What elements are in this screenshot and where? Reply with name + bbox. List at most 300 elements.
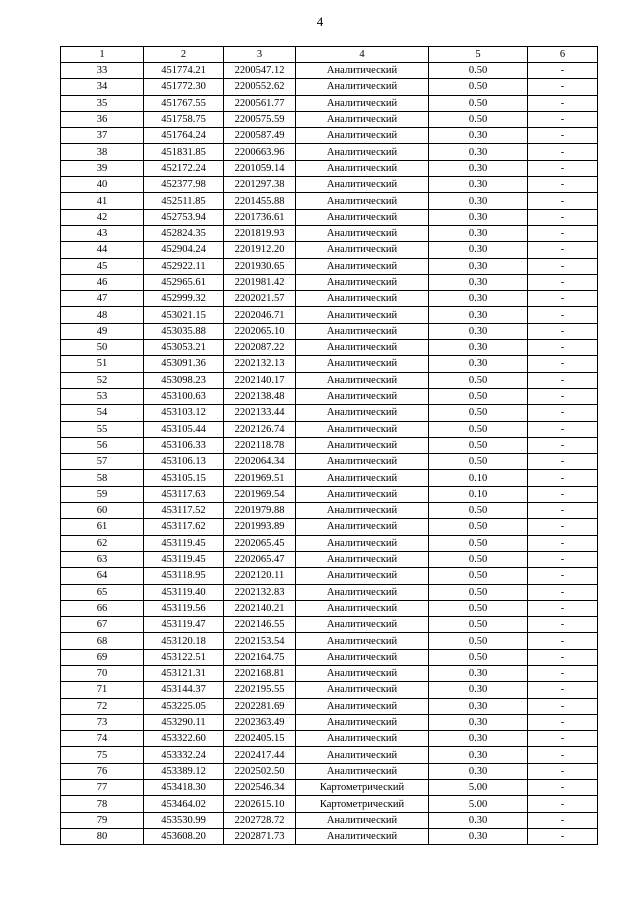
x-coordinate-cell: 453144.37	[144, 682, 224, 698]
note-cell: -	[528, 731, 598, 747]
method-cell: Аналитический	[296, 747, 429, 763]
table-row	[61, 665, 598, 681]
accuracy-cell: 0.50	[429, 568, 528, 584]
table-row	[61, 225, 598, 241]
table-row	[61, 698, 598, 714]
y-coordinate-cell: 2201979.88	[224, 503, 296, 519]
accuracy-cell: 0.50	[429, 519, 528, 535]
x-coordinate-cell: 452922.11	[144, 258, 224, 274]
note-cell: -	[528, 503, 598, 519]
point-number-cell: 51	[61, 356, 144, 372]
y-coordinate-cell: 2202502.50	[224, 763, 296, 779]
method-cell: Аналитический	[296, 356, 429, 372]
note-cell: -	[528, 812, 598, 828]
table-row	[61, 551, 598, 567]
table-row	[61, 405, 598, 421]
y-coordinate-cell: 2202615.10	[224, 796, 296, 812]
x-coordinate-cell: 453389.12	[144, 763, 224, 779]
table-row	[61, 731, 598, 747]
note-cell: -	[528, 356, 598, 372]
x-coordinate-cell: 453464.02	[144, 796, 224, 812]
x-coordinate-cell: 452999.32	[144, 291, 224, 307]
accuracy-cell: 0.50	[429, 63, 528, 79]
x-coordinate-cell: 453119.40	[144, 584, 224, 600]
y-coordinate-cell: 2202164.75	[224, 649, 296, 665]
method-cell: Аналитический	[296, 111, 429, 127]
page-number: 4	[316, 14, 324, 29]
method-cell: Картометрический	[296, 780, 429, 796]
table-row	[61, 274, 598, 290]
method-cell: Аналитический	[296, 633, 429, 649]
method-cell: Аналитический	[296, 584, 429, 600]
method-cell: Аналитический	[296, 649, 429, 665]
x-coordinate-cell: 453105.15	[144, 470, 224, 486]
header-row	[61, 47, 598, 63]
method-cell: Аналитический	[296, 274, 429, 290]
method-cell: Аналитический	[296, 193, 429, 209]
note-cell: -	[528, 535, 598, 551]
y-coordinate-cell: 2202132.83	[224, 584, 296, 600]
point-number-cell: 56	[61, 437, 144, 453]
accuracy-cell: 0.30	[429, 128, 528, 144]
accuracy-cell: 0.50	[429, 584, 528, 600]
method-cell: Аналитический	[296, 714, 429, 730]
table-row	[61, 437, 598, 453]
x-coordinate-cell: 453106.13	[144, 454, 224, 470]
table-row	[61, 340, 598, 356]
note-cell: -	[528, 796, 598, 812]
accuracy-cell: 0.30	[429, 812, 528, 828]
method-cell: Аналитический	[296, 437, 429, 453]
point-number-cell: 40	[61, 177, 144, 193]
method-cell: Аналитический	[296, 551, 429, 567]
point-number-cell: 36	[61, 111, 144, 127]
y-coordinate-cell: 2201297.38	[224, 177, 296, 193]
y-coordinate-cell: 2202065.45	[224, 535, 296, 551]
method-cell: Аналитический	[296, 454, 429, 470]
method-cell: Аналитический	[296, 388, 429, 404]
table-row	[61, 682, 598, 698]
method-cell: Аналитический	[296, 63, 429, 79]
y-coordinate-cell: 2202363.49	[224, 714, 296, 730]
coordinates-table	[60, 46, 598, 845]
y-coordinate-cell: 2200663.96	[224, 144, 296, 160]
accuracy-cell: 0.50	[429, 437, 528, 453]
note-cell: -	[528, 95, 598, 111]
x-coordinate-cell: 453121.31	[144, 665, 224, 681]
y-coordinate-cell: 2201981.42	[224, 274, 296, 290]
table-body	[61, 63, 598, 845]
method-cell: Аналитический	[296, 665, 429, 681]
method-cell: Аналитический	[296, 470, 429, 486]
x-coordinate-cell: 452511.85	[144, 193, 224, 209]
accuracy-cell: 0.30	[429, 144, 528, 160]
note-cell: -	[528, 307, 598, 323]
table-row	[61, 356, 598, 372]
y-coordinate-cell: 2201819.93	[224, 225, 296, 241]
x-coordinate-cell: 453117.62	[144, 519, 224, 535]
table-row	[61, 600, 598, 616]
method-cell: Аналитический	[296, 682, 429, 698]
column-header-1: 1	[61, 47, 144, 63]
method-cell: Аналитический	[296, 519, 429, 535]
table-header	[61, 47, 598, 63]
point-number-cell: 57	[61, 454, 144, 470]
y-coordinate-cell: 2202546.34	[224, 780, 296, 796]
y-coordinate-cell: 2202417.44	[224, 747, 296, 763]
table-row	[61, 535, 598, 551]
y-coordinate-cell: 2201736.61	[224, 209, 296, 225]
note-cell: -	[528, 519, 598, 535]
table-row	[61, 177, 598, 193]
table-row	[61, 291, 598, 307]
point-number-cell: 46	[61, 274, 144, 290]
accuracy-cell: 0.30	[429, 242, 528, 258]
note-cell: -	[528, 372, 598, 388]
table-row	[61, 454, 598, 470]
point-number-cell: 35	[61, 95, 144, 111]
point-number-cell: 75	[61, 747, 144, 763]
accuracy-cell: 0.30	[429, 160, 528, 176]
point-number-cell: 55	[61, 421, 144, 437]
point-number-cell: 76	[61, 763, 144, 779]
note-cell: -	[528, 454, 598, 470]
point-number-cell: 37	[61, 128, 144, 144]
column-header-6: 6	[528, 47, 598, 63]
table-row	[61, 812, 598, 828]
accuracy-cell: 0.30	[429, 193, 528, 209]
method-cell: Аналитический	[296, 617, 429, 633]
note-cell: -	[528, 470, 598, 486]
accuracy-cell: 0.30	[429, 307, 528, 323]
y-coordinate-cell: 2200575.59	[224, 111, 296, 127]
note-cell: -	[528, 568, 598, 584]
note-cell: -	[528, 258, 598, 274]
table-row	[61, 633, 598, 649]
point-number-cell: 63	[61, 551, 144, 567]
note-cell: -	[528, 388, 598, 404]
point-number-cell: 72	[61, 698, 144, 714]
note-cell: -	[528, 763, 598, 779]
accuracy-cell: 0.30	[429, 291, 528, 307]
x-coordinate-cell: 453530.99	[144, 812, 224, 828]
table-row	[61, 828, 598, 844]
table-row	[61, 763, 598, 779]
note-cell: -	[528, 584, 598, 600]
x-coordinate-cell: 453091.36	[144, 356, 224, 372]
x-coordinate-cell: 452172.24	[144, 160, 224, 176]
accuracy-cell: 0.30	[429, 356, 528, 372]
point-number-cell: 38	[61, 144, 144, 160]
method-cell: Аналитический	[296, 242, 429, 258]
x-coordinate-cell: 453225.05	[144, 698, 224, 714]
point-number-cell: 54	[61, 405, 144, 421]
method-cell: Аналитический	[296, 160, 429, 176]
y-coordinate-cell: 2200552.62	[224, 79, 296, 95]
method-cell: Аналитический	[296, 828, 429, 844]
note-cell: -	[528, 128, 598, 144]
note-cell: -	[528, 209, 598, 225]
table-row	[61, 780, 598, 796]
table-row	[61, 388, 598, 404]
table-row	[61, 128, 598, 144]
table-row	[61, 421, 598, 437]
y-coordinate-cell: 2202281.69	[224, 698, 296, 714]
point-number-cell: 39	[61, 160, 144, 176]
y-coordinate-cell: 2200587.49	[224, 128, 296, 144]
method-cell: Аналитический	[296, 323, 429, 339]
x-coordinate-cell: 451831.85	[144, 144, 224, 160]
point-number-cell: 52	[61, 372, 144, 388]
point-number-cell: 73	[61, 714, 144, 730]
note-cell: -	[528, 111, 598, 127]
accuracy-cell: 0.30	[429, 209, 528, 225]
table-row	[61, 193, 598, 209]
accuracy-cell: 0.30	[429, 698, 528, 714]
point-number-cell: 66	[61, 600, 144, 616]
note-cell: -	[528, 486, 598, 502]
accuracy-cell: 0.50	[429, 503, 528, 519]
y-coordinate-cell: 2200547.12	[224, 63, 296, 79]
x-coordinate-cell: 453332.24	[144, 747, 224, 763]
accuracy-cell: 0.50	[429, 551, 528, 567]
accuracy-cell: 5.00	[429, 796, 528, 812]
y-coordinate-cell: 2201455.88	[224, 193, 296, 209]
column-header-5: 5	[429, 47, 528, 63]
table-row	[61, 63, 598, 79]
accuracy-cell: 0.50	[429, 111, 528, 127]
x-coordinate-cell: 453117.63	[144, 486, 224, 502]
method-cell: Аналитический	[296, 405, 429, 421]
method-cell: Аналитический	[296, 258, 429, 274]
table-row	[61, 160, 598, 176]
table-row	[61, 372, 598, 388]
y-coordinate-cell: 2202021.57	[224, 291, 296, 307]
accuracy-cell: 0.50	[429, 600, 528, 616]
point-number-cell: 61	[61, 519, 144, 535]
accuracy-cell: 5.00	[429, 780, 528, 796]
point-number-cell: 48	[61, 307, 144, 323]
point-number-cell: 80	[61, 828, 144, 844]
method-cell: Аналитический	[296, 95, 429, 111]
note-cell: -	[528, 421, 598, 437]
x-coordinate-cell: 453118.95	[144, 568, 224, 584]
note-cell: -	[528, 225, 598, 241]
method-cell: Аналитический	[296, 225, 429, 241]
table-row	[61, 503, 598, 519]
method-cell: Аналитический	[296, 486, 429, 502]
table-row	[61, 209, 598, 225]
y-coordinate-cell: 2202168.81	[224, 665, 296, 681]
point-number-cell: 67	[61, 617, 144, 633]
accuracy-cell: 0.30	[429, 682, 528, 698]
table-row	[61, 796, 598, 812]
method-cell: Картометрический	[296, 796, 429, 812]
table-row	[61, 323, 598, 339]
method-cell: Аналитический	[296, 144, 429, 160]
point-number-cell: 42	[61, 209, 144, 225]
point-number-cell: 45	[61, 258, 144, 274]
y-coordinate-cell: 2201969.54	[224, 486, 296, 502]
accuracy-cell: 0.30	[429, 177, 528, 193]
x-coordinate-cell: 451774.21	[144, 63, 224, 79]
accuracy-cell: 0.50	[429, 617, 528, 633]
method-cell: Аналитический	[296, 568, 429, 584]
note-cell: -	[528, 177, 598, 193]
method-cell: Аналитический	[296, 812, 429, 828]
point-number-cell: 60	[61, 503, 144, 519]
note-cell: -	[528, 649, 598, 665]
y-coordinate-cell: 2202138.48	[224, 388, 296, 404]
y-coordinate-cell: 2202118.78	[224, 437, 296, 453]
note-cell: -	[528, 665, 598, 681]
point-number-cell: 70	[61, 665, 144, 681]
note-cell: -	[528, 617, 598, 633]
note-cell: -	[528, 780, 598, 796]
accuracy-cell: 0.50	[429, 535, 528, 551]
point-number-cell: 59	[61, 486, 144, 502]
accuracy-cell: 0.50	[429, 421, 528, 437]
accuracy-cell: 0.30	[429, 665, 528, 681]
y-coordinate-cell: 2202126.74	[224, 421, 296, 437]
method-cell: Аналитический	[296, 763, 429, 779]
y-coordinate-cell: 2202146.55	[224, 617, 296, 633]
table-row	[61, 111, 598, 127]
x-coordinate-cell: 453100.63	[144, 388, 224, 404]
y-coordinate-cell: 2201930.65	[224, 258, 296, 274]
point-number-cell: 44	[61, 242, 144, 258]
accuracy-cell: 0.50	[429, 405, 528, 421]
x-coordinate-cell: 453098.23	[144, 372, 224, 388]
x-coordinate-cell: 452904.24	[144, 242, 224, 258]
x-coordinate-cell: 453105.44	[144, 421, 224, 437]
accuracy-cell: 0.30	[429, 225, 528, 241]
y-coordinate-cell: 2202064.34	[224, 454, 296, 470]
y-coordinate-cell: 2200561.77	[224, 95, 296, 111]
table-row	[61, 258, 598, 274]
point-number-cell: 68	[61, 633, 144, 649]
x-coordinate-cell: 452753.94	[144, 209, 224, 225]
y-coordinate-cell: 2202065.10	[224, 323, 296, 339]
note-cell: -	[528, 193, 598, 209]
note-cell: -	[528, 242, 598, 258]
accuracy-cell: 0.30	[429, 731, 528, 747]
note-cell: -	[528, 291, 598, 307]
x-coordinate-cell: 453021.15	[144, 307, 224, 323]
point-number-cell: 64	[61, 568, 144, 584]
x-coordinate-cell: 453120.18	[144, 633, 224, 649]
method-cell: Аналитический	[296, 698, 429, 714]
table-row	[61, 242, 598, 258]
x-coordinate-cell: 452377.98	[144, 177, 224, 193]
y-coordinate-cell: 2202046.71	[224, 307, 296, 323]
note-cell: -	[528, 405, 598, 421]
table-row	[61, 486, 598, 502]
point-number-cell: 41	[61, 193, 144, 209]
x-coordinate-cell: 453106.33	[144, 437, 224, 453]
column-header-4: 4	[296, 47, 429, 63]
note-cell: -	[528, 698, 598, 714]
method-cell: Аналитический	[296, 291, 429, 307]
point-number-cell: 77	[61, 780, 144, 796]
point-number-cell: 69	[61, 649, 144, 665]
y-coordinate-cell: 2202728.72	[224, 812, 296, 828]
table-row	[61, 649, 598, 665]
point-number-cell: 43	[61, 225, 144, 241]
accuracy-cell: 0.50	[429, 649, 528, 665]
table-row	[61, 95, 598, 111]
accuracy-cell: 0.30	[429, 340, 528, 356]
column-header-3: 3	[224, 47, 296, 63]
method-cell: Аналитический	[296, 340, 429, 356]
y-coordinate-cell: 2202120.11	[224, 568, 296, 584]
table-row	[61, 714, 598, 730]
point-number-cell: 65	[61, 584, 144, 600]
x-coordinate-cell: 453035.88	[144, 323, 224, 339]
y-coordinate-cell: 2201969.51	[224, 470, 296, 486]
note-cell: -	[528, 828, 598, 844]
table-row	[61, 519, 598, 535]
x-coordinate-cell: 453119.45	[144, 535, 224, 551]
point-number-cell: 53	[61, 388, 144, 404]
method-cell: Аналитический	[296, 731, 429, 747]
accuracy-cell: 0.30	[429, 274, 528, 290]
column-header-2: 2	[144, 47, 224, 63]
y-coordinate-cell: 2202132.13	[224, 356, 296, 372]
method-cell: Аналитический	[296, 372, 429, 388]
note-cell: -	[528, 633, 598, 649]
x-coordinate-cell: 453608.20	[144, 828, 224, 844]
y-coordinate-cell: 2202065.47	[224, 551, 296, 567]
x-coordinate-cell: 453322.60	[144, 731, 224, 747]
table-row	[61, 747, 598, 763]
x-coordinate-cell: 453418.30	[144, 780, 224, 796]
note-cell: -	[528, 600, 598, 616]
y-coordinate-cell: 2202140.21	[224, 600, 296, 616]
note-cell: -	[528, 144, 598, 160]
table-row	[61, 79, 598, 95]
point-number-cell: 47	[61, 291, 144, 307]
y-coordinate-cell: 2202087.22	[224, 340, 296, 356]
y-coordinate-cell: 2202133.44	[224, 405, 296, 421]
x-coordinate-cell: 453117.52	[144, 503, 224, 519]
table-row	[61, 144, 598, 160]
accuracy-cell: 0.50	[429, 95, 528, 111]
y-coordinate-cell: 2202871.73	[224, 828, 296, 844]
point-number-cell: 50	[61, 340, 144, 356]
x-coordinate-cell: 453122.51	[144, 649, 224, 665]
note-cell: -	[528, 274, 598, 290]
method-cell: Аналитический	[296, 421, 429, 437]
x-coordinate-cell: 451764.24	[144, 128, 224, 144]
x-coordinate-cell: 451767.55	[144, 95, 224, 111]
point-number-cell: 62	[61, 535, 144, 551]
note-cell: -	[528, 437, 598, 453]
accuracy-cell: 0.50	[429, 633, 528, 649]
point-number-cell: 78	[61, 796, 144, 812]
accuracy-cell: 0.10	[429, 470, 528, 486]
point-number-cell: 33	[61, 63, 144, 79]
method-cell: Аналитический	[296, 177, 429, 193]
point-number-cell: 79	[61, 812, 144, 828]
accuracy-cell: 0.50	[429, 79, 528, 95]
method-cell: Аналитический	[296, 209, 429, 225]
point-number-cell: 49	[61, 323, 144, 339]
note-cell: -	[528, 160, 598, 176]
table-row	[61, 617, 598, 633]
note-cell: -	[528, 323, 598, 339]
table-row	[61, 470, 598, 486]
